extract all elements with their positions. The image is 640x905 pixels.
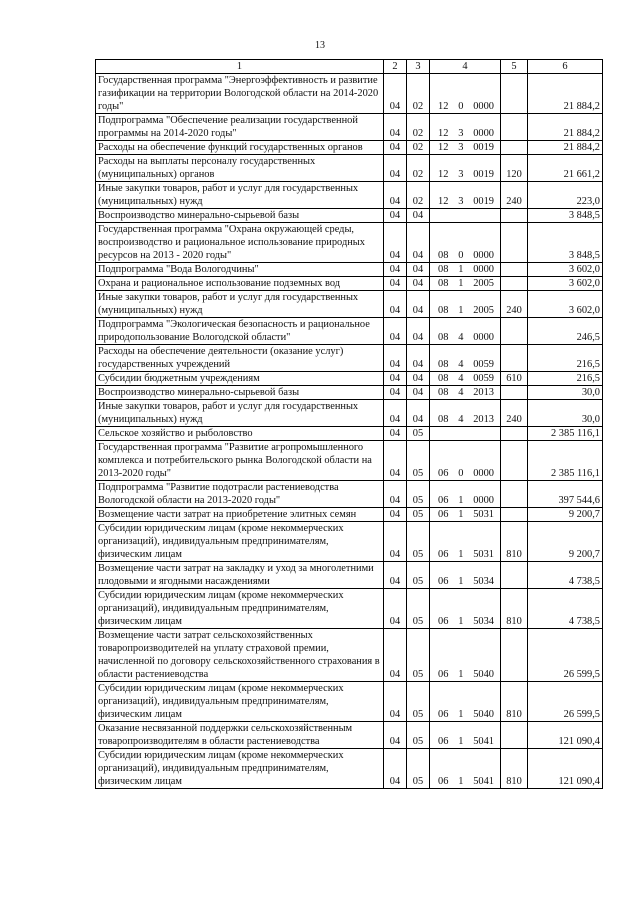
program-code: 08 [438,250,449,261]
subprogram-code: 4 [458,387,464,398]
subsection-code: 04 [407,372,430,386]
target-article-code [430,522,501,562]
expense-type-code [501,386,528,400]
target-article-code [430,114,501,141]
item-name: Расходы на обеспечение деятельности (оказание услуг) государственных учреждений [96,345,384,372]
direction-code: 0000 [473,468,494,479]
target-article-code [430,141,501,155]
program-code: 08 [438,387,449,398]
expense-type-code [501,141,528,155]
table-row [96,223,603,263]
direction-code: 5034 [473,616,494,627]
subsection-code: 02 [407,114,430,141]
amount: 26 599,5 [528,629,603,682]
target-article-code [430,209,501,223]
amount: 4 738,5 [528,562,603,589]
target-article-code [430,722,501,749]
section-code: 04 [384,223,407,263]
item-name: Подпрограмма "Развитие подотрасли растениеводства Вологодской области на 2013-2020 годы" [96,481,384,508]
target-article-code [430,291,501,318]
item-name: Государственная программа "Развитие агропромышленного комплекса и потребительского рынка Вологодской области на 2013-2020 годы" [96,441,384,481]
direction-code: 5040 [473,709,494,720]
direction-code: 0019 [473,196,494,207]
amount: 3 848,5 [528,223,603,263]
section-code: 04 [384,427,407,441]
section-code: 04 [384,386,407,400]
direction-code: 0000 [473,128,494,139]
program-code: 08 [438,414,449,425]
subprogram-code: 3 [458,169,464,180]
target-article-code [430,562,501,589]
target-article-code [430,318,501,345]
target-article-code [430,427,501,441]
subprogram-code: 1 [458,305,464,316]
item-name: Субсидии юридическим лицам (кроме некоммерческих организаций), индивидуальным предпринимателям, физическим лицам [96,682,384,722]
program-code: 08 [438,278,449,289]
direction-code: 2013 [473,414,494,425]
expense-type-code [501,481,528,508]
expense-type-code: 810 [501,522,528,562]
section-code: 04 [384,441,407,481]
target-article-code [430,629,501,682]
budget-table [95,59,603,789]
expense-type-code: 240 [501,400,528,427]
amount: 9 200,7 [528,522,603,562]
program-code: 06 [438,509,449,520]
subprogram-code: 1 [458,549,464,560]
amount: 3 602,0 [528,291,603,318]
subprogram-code: 1 [458,616,464,627]
subsection-code: 04 [407,400,430,427]
subsection-code: 04 [407,291,430,318]
amount: 21 884,2 [528,141,603,155]
expense-type-code [501,562,528,589]
subsection-code: 02 [407,182,430,209]
section-code: 04 [384,277,407,291]
table-row [96,277,603,291]
section-code: 04 [384,481,407,508]
section-code: 04 [384,74,407,114]
direction-code: 0000 [473,332,494,343]
table-header-row [96,60,603,74]
item-name: Государственная программа "Энергоэффективность и развитие газификации на территории Вологодской области на 2014-2020 годы" [96,74,384,114]
item-name: Расходы на обеспечение функций государственных органов [96,141,384,155]
direction-code: 2005 [473,278,494,289]
program-code: 06 [438,576,449,587]
table-row [96,481,603,508]
direction-code: 0059 [473,373,494,384]
direction-code: 0000 [473,250,494,261]
subsection-code: 05 [407,508,430,522]
expense-type-code [501,277,528,291]
column-header: 6 [528,60,603,74]
expense-type-code [501,345,528,372]
program-code: 06 [438,616,449,627]
expense-type-code: 810 [501,682,528,722]
expense-type-code: 610 [501,372,528,386]
item-name: Воспроизводство минерально-сырьевой базы [96,209,384,223]
table-row [96,263,603,277]
item-name: Воспроизводство минерально-сырьевой базы [96,386,384,400]
program-code: 06 [438,549,449,560]
subprogram-code: 1 [458,264,464,275]
table-row [96,318,603,345]
target-article-code [430,400,501,427]
amount: 397 544,6 [528,481,603,508]
subsection-code: 04 [407,318,430,345]
item-name: Субсидии юридическим лицам (кроме некоммерческих организаций), индивидуальным предпринимателям, физическим лицам [96,589,384,629]
direction-code: 0000 [473,495,494,506]
expense-type-code [501,629,528,682]
item-name: Возмещение части затрат на приобретение элитных семян [96,508,384,522]
item-name: Возмещение части затрат на закладку и уход за многолетними плодовыми и ягодными насаждениями [96,562,384,589]
program-code: 12 [438,169,449,180]
program-code: 08 [438,359,449,370]
amount: 3 848,5 [528,209,603,223]
direction-code: 2005 [473,305,494,316]
section-code: 04 [384,749,407,789]
table-row [96,682,603,722]
amount: 223,0 [528,182,603,209]
section-code: 04 [384,400,407,427]
item-name: Субсидии юридическим лицам (кроме некоммерческих организаций), индивидуальным предпринимателям, физическим лицам [96,522,384,562]
program-code: 06 [438,736,449,747]
amount: 2 385 116,1 [528,427,603,441]
table-row [96,209,603,223]
subprogram-code: 4 [458,332,464,343]
item-name: Субсидии бюджетным учреждениям [96,372,384,386]
section-code: 04 [384,629,407,682]
direction-code: 5034 [473,576,494,587]
expense-type-code [501,223,528,263]
table-row [96,749,603,789]
subprogram-code: 3 [458,142,464,153]
target-article-code [430,155,501,182]
amount: 21 661,2 [528,155,603,182]
item-name: Иные закупки товаров, работ и услуг для государственных (муниципальных) нужд [96,291,384,318]
subsection-code: 04 [407,209,430,223]
target-article-code [430,372,501,386]
subsection-code: 05 [407,481,430,508]
section-code: 04 [384,345,407,372]
expense-type-code [501,508,528,522]
item-name: Иные закупки товаров, работ и услуг для государственных (муниципальных) нужд [96,400,384,427]
item-name: Расходы на выплаты персоналу государственных (муниципальных) органов [96,155,384,182]
subsection-code: 05 [407,562,430,589]
page-number: 13 [315,40,325,51]
subsection-code: 04 [407,277,430,291]
subsection-code: 05 [407,441,430,481]
section-code: 04 [384,682,407,722]
section-code: 04 [384,562,407,589]
table-row [96,441,603,481]
section-code: 04 [384,263,407,277]
direction-code: 0019 [473,169,494,180]
amount: 9 200,7 [528,508,603,522]
program-code: 12 [438,142,449,153]
subsection-code: 04 [407,223,430,263]
direction-code: 5031 [473,549,494,560]
table-row [96,182,603,209]
target-article-code [430,749,501,789]
expense-type-code: 240 [501,291,528,318]
program-code: 06 [438,468,449,479]
expense-type-code [501,722,528,749]
table-row [96,722,603,749]
target-article-code [430,441,501,481]
subsection-code: 05 [407,629,430,682]
amount: 21 884,2 [528,74,603,114]
section-code: 04 [384,722,407,749]
target-article-code [430,182,501,209]
program-code: 08 [438,332,449,343]
expense-type-code [501,318,528,345]
expense-type-code: 240 [501,182,528,209]
program-code: 08 [438,373,449,384]
subprogram-code: 1 [458,495,464,506]
table-row [96,345,603,372]
column-header: 3 [407,60,430,74]
amount: 30,0 [528,386,603,400]
amount: 246,5 [528,318,603,345]
expense-type-code [501,263,528,277]
program-code: 12 [438,196,449,207]
amount: 216,5 [528,345,603,372]
expense-type-code [501,74,528,114]
section-code: 04 [384,182,407,209]
direction-code: 5040 [473,669,494,680]
amount: 216,5 [528,372,603,386]
amount: 121 090,4 [528,722,603,749]
table-row [96,291,603,318]
item-name: Государственная программа "Охрана окружающей среды, воспроизводство и рациональное использование природных ресурсов на 2013 - 2020 годы" [96,223,384,263]
table-row [96,400,603,427]
item-name: Иные закупки товаров, работ и услуг для государственных (муниципальных) нужд [96,182,384,209]
item-name: Сельское хозяйство и рыболовство [96,427,384,441]
subsection-code: 02 [407,155,430,182]
item-name: Оказание несвязанной поддержки сельскохозяйственным товаропроизводителям в области растениеводства [96,722,384,749]
direction-code: 5041 [473,736,494,747]
subsection-code: 05 [407,522,430,562]
subprogram-code: 0 [458,468,464,479]
expense-type-code: 810 [501,589,528,629]
table-row [96,629,603,682]
subprogram-code: 4 [458,359,464,370]
table-row [96,141,603,155]
target-article-code [430,508,501,522]
subprogram-code: 1 [458,736,464,747]
table-row [96,562,603,589]
target-article-code [430,589,501,629]
section-code: 04 [384,114,407,141]
target-article-code [430,386,501,400]
amount: 3 602,0 [528,277,603,291]
section-code: 04 [384,522,407,562]
subprogram-code: 1 [458,669,464,680]
amount: 4 738,5 [528,589,603,629]
subprogram-code: 3 [458,128,464,139]
subsection-code: 05 [407,682,430,722]
section-code: 04 [384,141,407,155]
item-name: Подпрограмма "Обеспечение реализации государственной программы на 2014-2020 годы" [96,114,384,141]
item-name: Возмещение части затрат сельскохозяйственных товаропроизводителей на уплату страховой премии, начисленной по договору сельскохозяйственного страхования в области растениеводства [96,629,384,682]
item-name: Охрана и рациональное использование подземных вод [96,277,384,291]
target-article-code [430,481,501,508]
amount: 26 599,5 [528,682,603,722]
subsection-code: 05 [407,427,430,441]
column-header: 1 [96,60,384,74]
subprogram-code: 1 [458,509,464,520]
direction-code: 0000 [473,264,494,275]
column-header: 2 [384,60,407,74]
target-article-code [430,74,501,114]
table-row [96,589,603,629]
subprogram-code: 1 [458,278,464,289]
expense-type-code [501,209,528,223]
program-code: 12 [438,128,449,139]
subprogram-code: 1 [458,776,464,787]
subsection-code: 02 [407,74,430,114]
direction-code: 0059 [473,359,494,370]
target-article-code [430,682,501,722]
subsection-code: 04 [407,345,430,372]
table-row [96,522,603,562]
subprogram-code: 0 [458,101,464,112]
program-code: 12 [438,101,449,112]
direction-code: 0019 [473,142,494,153]
subprogram-code: 1 [458,709,464,720]
amount: 2 385 116,1 [528,441,603,481]
table-row [96,427,603,441]
subsection-code: 04 [407,386,430,400]
subsection-code: 05 [407,722,430,749]
subprogram-code: 3 [458,196,464,207]
item-name: Субсидии юридическим лицам (кроме некоммерческих организаций), индивидуальным предпринимателям, физическим лицам [96,749,384,789]
table-row [96,114,603,141]
target-article-code [430,277,501,291]
expense-type-code [501,114,528,141]
subsection-code: 05 [407,749,430,789]
program-code: 06 [438,495,449,506]
subsection-code: 05 [407,589,430,629]
subsection-code: 04 [407,263,430,277]
subprogram-code: 4 [458,373,464,384]
section-code: 04 [384,589,407,629]
direction-code: 5031 [473,509,494,520]
program-code: 06 [438,669,449,680]
subprogram-code: 1 [458,576,464,587]
direction-code: 2013 [473,387,494,398]
program-code: 08 [438,305,449,316]
table-row [96,372,603,386]
amount: 3 602,0 [528,263,603,277]
target-article-code [430,223,501,263]
expense-type-code: 810 [501,749,528,789]
section-code: 04 [384,372,407,386]
amount: 30,0 [528,400,603,427]
expense-type-code: 120 [501,155,528,182]
expense-type-code [501,441,528,481]
section-code: 04 [384,508,407,522]
direction-code: 0000 [473,101,494,112]
item-name: Подпрограмма "Вода Вологодчины" [96,263,384,277]
section-code: 04 [384,318,407,345]
section-code: 04 [384,209,407,223]
subprogram-code: 4 [458,414,464,425]
expense-type-code [501,427,528,441]
program-code: 06 [438,709,449,720]
direction-code: 5041 [473,776,494,787]
subprogram-code: 0 [458,250,464,261]
column-header: 4 [430,60,501,74]
item-name: Подпрограмма "Экологическая безопасность и рациональное природопользование Вологодской области" [96,318,384,345]
section-code: 04 [384,155,407,182]
target-article-code [430,263,501,277]
table-row [96,155,603,182]
table-row [96,508,603,522]
section-code: 04 [384,291,407,318]
table-row [96,74,603,114]
amount: 21 884,2 [528,114,603,141]
column-header: 5 [501,60,528,74]
program-code: 08 [438,264,449,275]
amount: 121 090,4 [528,749,603,789]
table-row [96,386,603,400]
subsection-code: 02 [407,141,430,155]
target-article-code [430,345,501,372]
program-code: 06 [438,776,449,787]
